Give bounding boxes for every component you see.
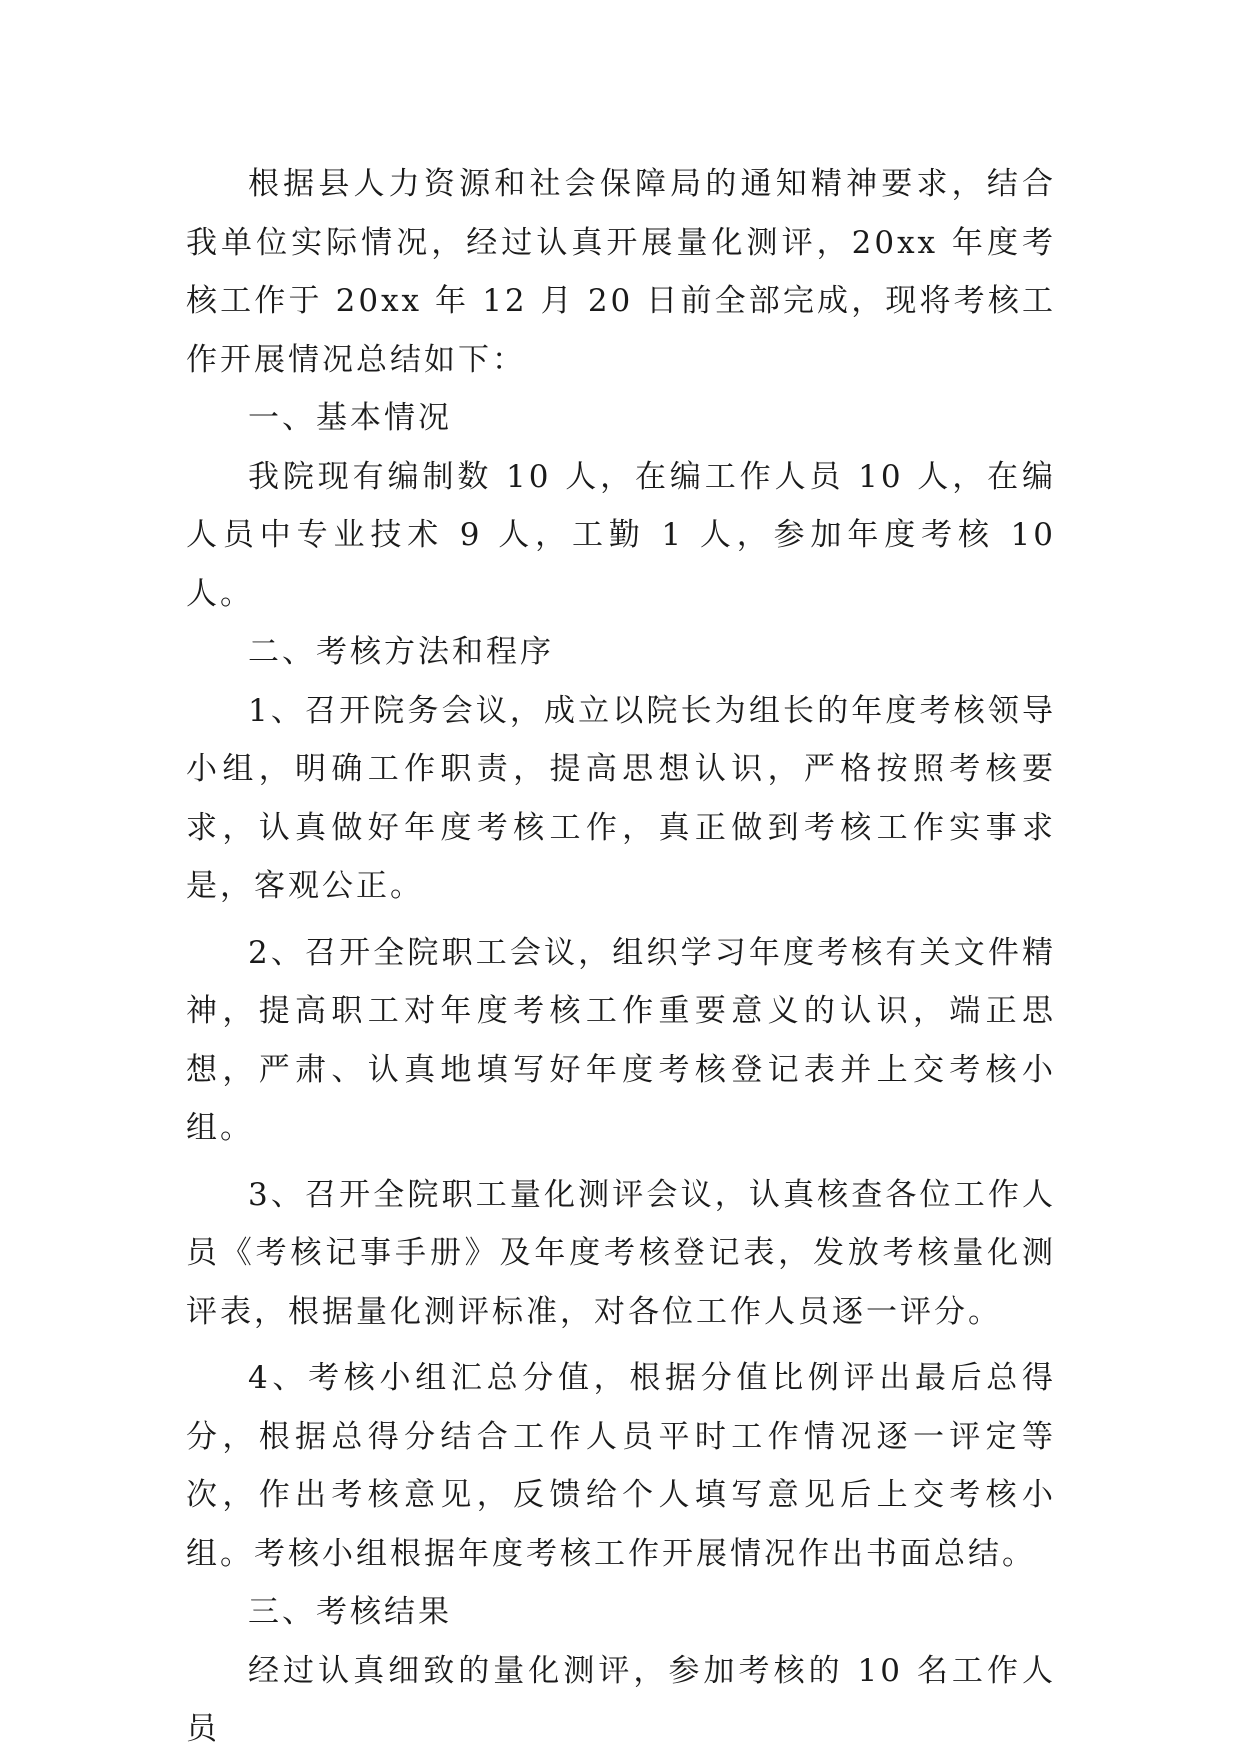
method-item-2: 2、召开全院职工会议，组织学习年度考核有关文件精神，提高职工对年度考核工作重要意义的认识，端正思想，严肃、认真地填写好年度考核登记表并上交考核小组。 (186, 934, 1056, 1146)
section-heading-methods: 二、考核方法和程序 (248, 634, 554, 670)
basic-situation-paragraph: 我院现有编制数 10 人，在编工作人员 10 人，在编人员中专业技术 9 人，工勤 1 人，参加年度考核 10 人。 (186, 458, 1056, 612)
intro-paragraph: 根据县人力资源和社会保障局的通知精神要求，结合我单位实际情况，经过认真开展量化测评，20xx 年度考核工作于 20xx 年 12 月 20 日前全部完成，现将考核工作开展情况总结如下： (186, 166, 1056, 378)
method-item-1: 1、召开院务会议，成立以院长为组长的年度考核领导小组，明确工作职责，提高思想认识，严格按照考核要求，认真做好年度考核工作，真正做到考核工作实事求是，客观公正。 (186, 692, 1056, 904)
section-heading-basic-situation: 一、基本情况 (248, 400, 452, 436)
method-item-3: 3、召开全院职工量化测评会议，认真核查各位工作人员《考核记事手册》及年度考核登记表，发放考核量化测评表，根据量化测评标准，对各位工作人员逐一评分。 (186, 1176, 1056, 1330)
method-item-4: 4、考核小组汇总分值，根据分值比例评出最后总得分，根据总得分结合工作人员平时工作情况逐一评定等次，作出考核意见，反馈给个人填写意见后上交考核小组。考核小组根据年度考核工作开展情况作出书面总结。 (186, 1360, 1056, 1572)
results-paragraph: 经过认真细致的量化测评，参加考核的 10 名工作人员 (186, 1652, 1056, 1747)
section-heading-results: 三、考核结果 (248, 1594, 452, 1630)
document-body (186, 155, 1056, 1759)
